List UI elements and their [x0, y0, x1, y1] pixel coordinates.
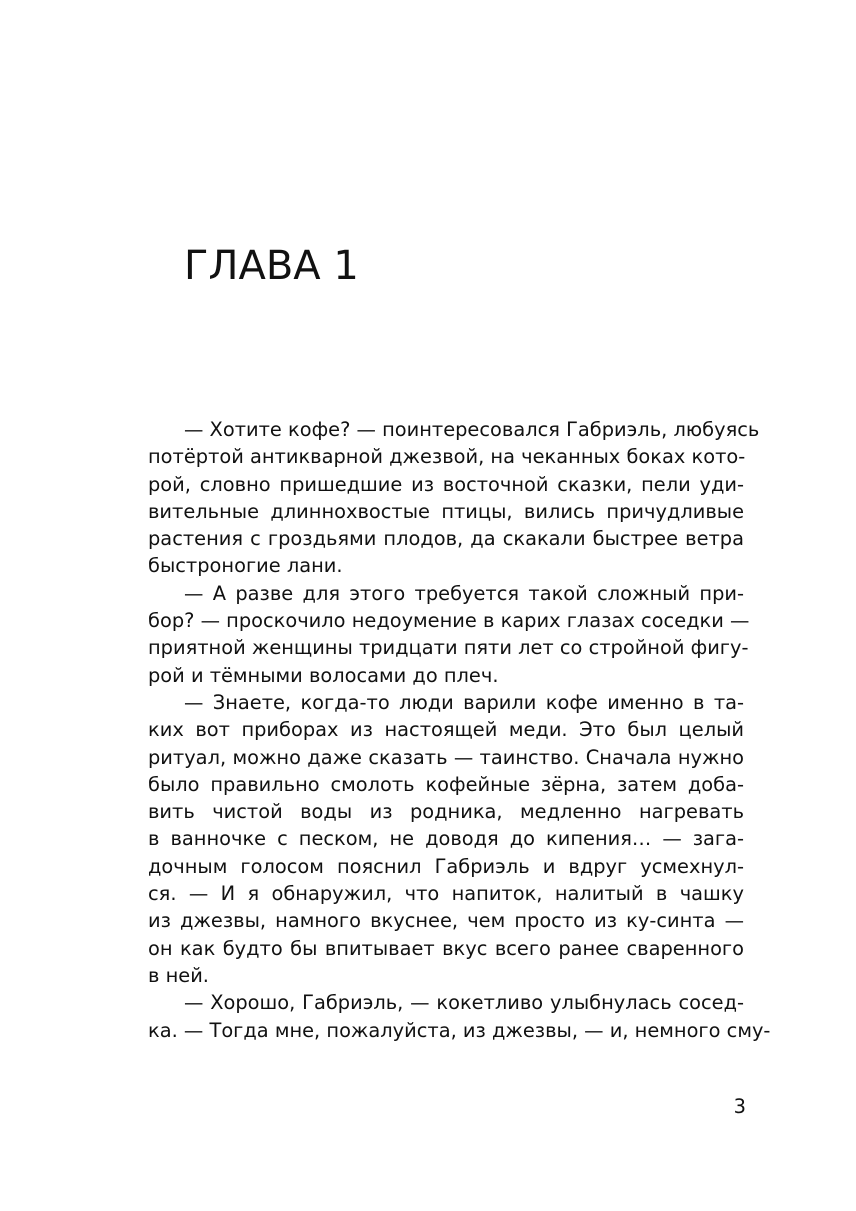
text-line: было правильно смолоть кофейные зёрна, затем доба- [148, 772, 744, 796]
text-line: вить чистой воды из родника, медленно нагревать [148, 800, 744, 824]
text-line: в ней. [148, 963, 209, 987]
text-line: потёртой антикварной джезвой, на чеканных боках кото- [148, 445, 746, 469]
text-line: растения с гроздьями плодов, да скакали быстрее ветра [148, 527, 744, 551]
text-line: из джезвы, намного вкуснее, чем просто из ку-синта — [148, 909, 744, 933]
text-line: рой, словно пришедшие из восточной сказки, пели уди- [148, 472, 744, 496]
text-line: в ванночке с песком, не доводя до кипения… — зага- [148, 827, 744, 851]
text-line: ка. — Тогда мне, пожалуйста, из джезвы, — и, немного сму- [148, 1018, 771, 1042]
text-line: ких вот приборах из настоящей меди. Это был целый [148, 718, 744, 742]
text-line: рой и тёмными волосами до плеч. [148, 663, 499, 687]
text-line: ритуал, можно даже сказать — таинство. Сначала нужно [148, 745, 744, 769]
chapter-title: ГЛАВА 1 [184, 243, 359, 289]
text-line: дочным голосом пояснил Габриэль и вдруг усмехнул- [148, 854, 744, 878]
text-line: он как будто бы впитывает вкус всего ранее сваренного [148, 936, 744, 960]
text-line: — Хорошо, Габриэль, — кокетливо улыбнулась сосед- [184, 991, 744, 1015]
text-line: вительные длиннохвостые птицы, вились причудливые [148, 499, 744, 523]
text-line: бор? — проскочило недоумение в карих глазах соседки — [148, 609, 750, 633]
text-line: приятной женщины тридцати пяти лет со стройной фигу- [148, 636, 749, 660]
text-line: — Хотите кофе? — поинтересовался Габриэль, любуясь [184, 418, 760, 441]
text-line: — А разве для этого требуется такой сложный при- [184, 581, 744, 605]
page-number: 3 [733, 1095, 746, 1118]
text-line: — Знаете, когда-то люди варили кофе именно в та- [184, 690, 744, 714]
text-line: быстроногие лани. [148, 554, 343, 578]
chapter-body-text [148, 416, 771, 1044]
text-line: ся. — И я обнаружил, что напиток, налитый в чашку [148, 882, 744, 906]
